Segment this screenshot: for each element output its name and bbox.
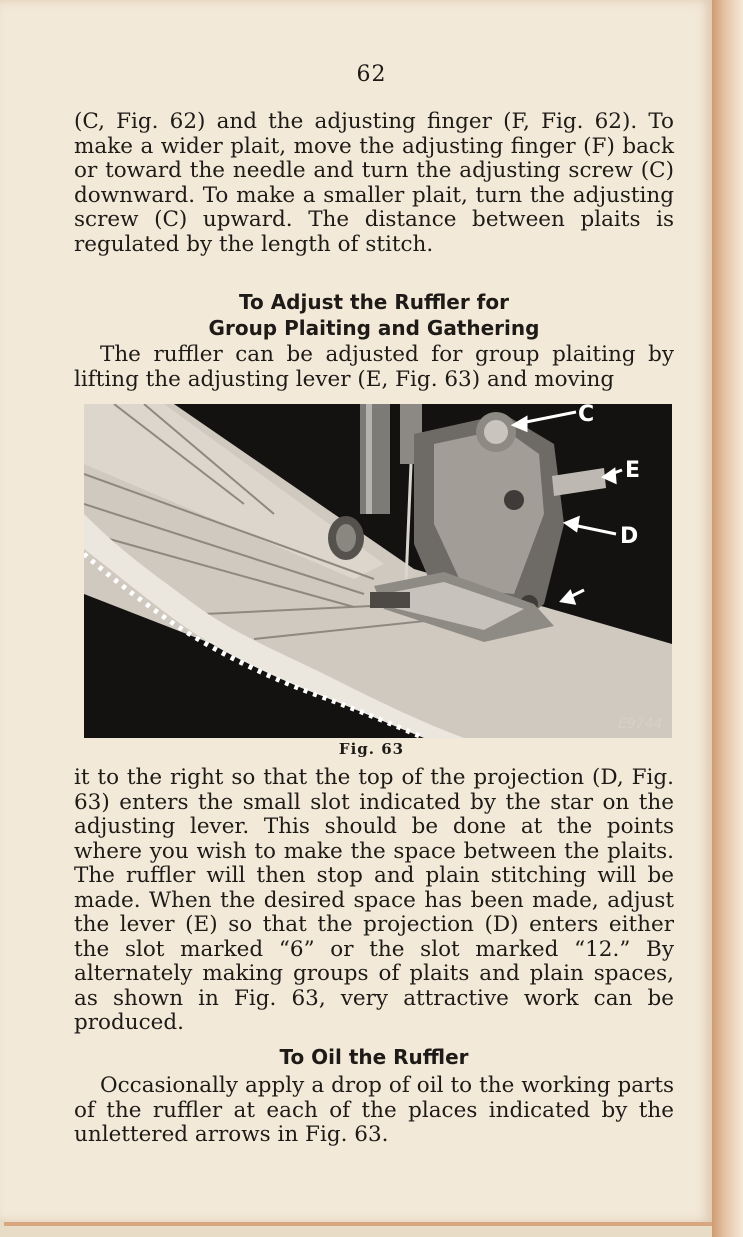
paragraph-intro: [74, 110, 674, 257]
heading-adjust-line1: To Adjust the Ruffler for: [239, 290, 509, 314]
figure-caption: Fig. 63: [338, 740, 405, 758]
page-number: 62: [356, 62, 387, 87]
paragraph-oil-text: Occasionally apply a drop of oil to the working parts of the ruffler at each of the places indicated by the unlettered arrows in Fig. 63.: [74, 1073, 674, 1147]
paragraph-projection: [74, 766, 674, 1036]
figure-label-e: E: [625, 458, 641, 483]
paragraph-intro-text: (C, Fig. 62) and the adjusting finger (F, Fig. 62). To make a wider plait, move the adjusting finger (F) back or toward the needle and turn the adjusting screw (C) downward. To make a smaller plait, turn the adjusting screw (C) upward. The distance between plaits is regulated by the length of stitch.: [74, 109, 674, 257]
figure-63-illustration: [84, 404, 672, 738]
figure-code: E9744: [618, 716, 663, 732]
heading-oil-ruffler: To Oil the Ruffler: [279, 1045, 469, 1069]
page-edge: [712, 0, 743, 1237]
paragraph-adjust-text: The ruffler can be adjusted for group plaiting by lifting the adjusting lever (E, Fig. 63) and moving: [74, 342, 674, 392]
paragraph-oil: [74, 1074, 674, 1148]
figure-label-d: D: [620, 524, 639, 549]
heading-adjust-line2: Group Plaiting and Gathering: [208, 316, 540, 340]
figure-label-c: C: [578, 402, 595, 427]
paragraph-adjust: [74, 343, 674, 392]
paragraph-projection-text: it to the right so that the top of the projection (D, Fig. 63) enters the small slot indicated by the star on the adjusting lever. This should be done at the points where you wish to make the space between the plaits. The ruffler will then stop and plain stitching will be made. When the desired space has been made, adjust the lever (E) so that the projection (D) enters either the slot marked “6” or the slot marked “12.” By alternately making groups of plaits and plain spaces, as shown in Fig. 63, very attractive work can be produced.: [74, 765, 674, 1035]
heading-adjust-ruffler: [74, 289, 674, 341]
